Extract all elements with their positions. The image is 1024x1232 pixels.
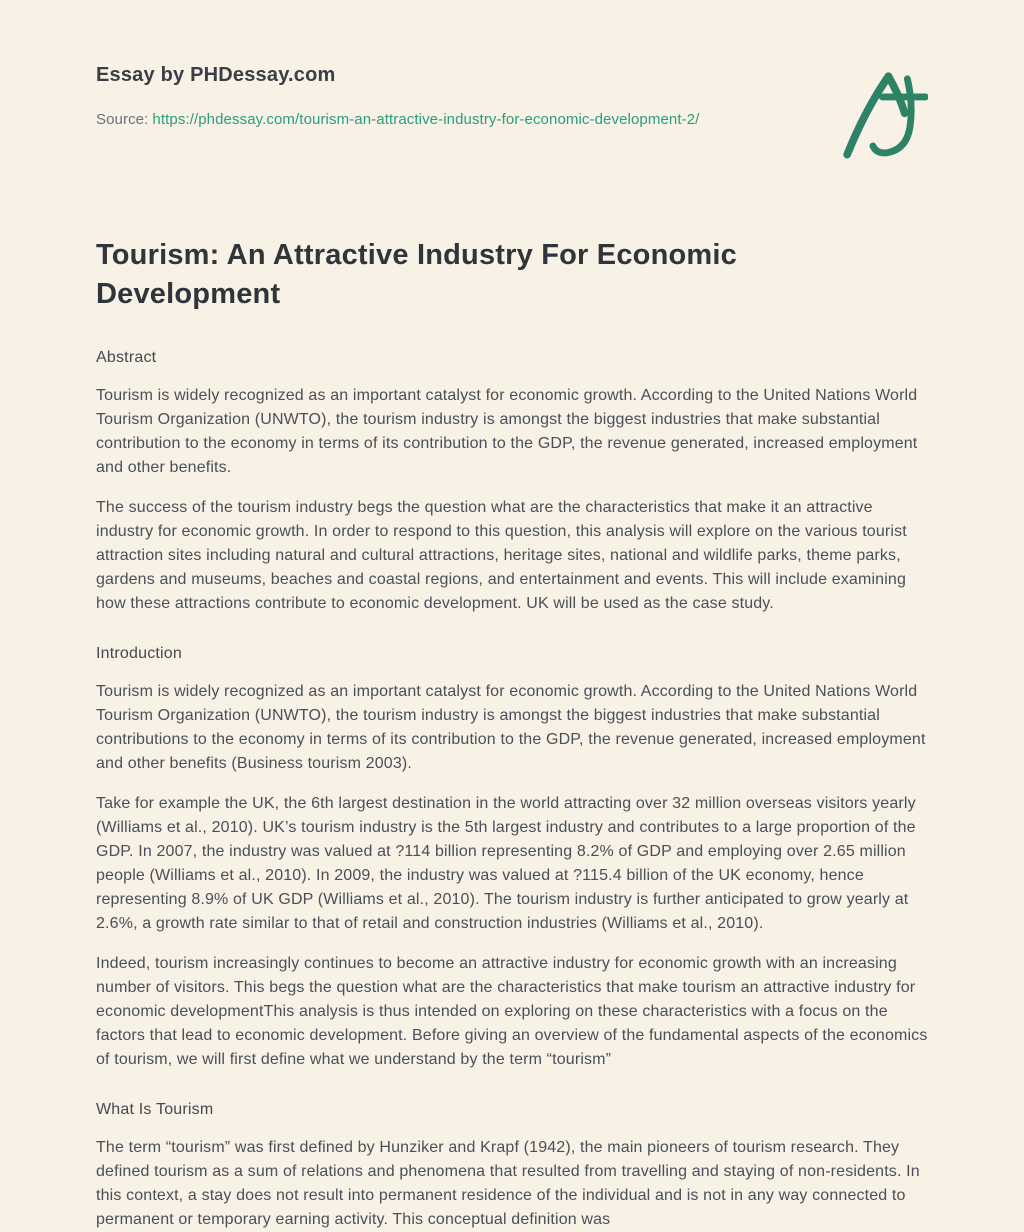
phdessay-logo-icon <box>842 70 928 160</box>
paragraph: The success of the tourism industry begs the question what are the characteristics that make it an attractive industry for economic growth. In order to respond to this question, this analysis will explore on the various tourist attraction sites including natural and cultural attractions, heritage sites, national and wildlife parks, theme parks, gardens and museums, beaches and coastal regions, and entertainment and events. This will include examining how these attractions contribute to economic development. UK will be used as the case study. <box>96 499 907 612</box>
paragraph: Indeed, tourism increasingly continues to become an attractive industry for economic growth with an increasing number of visitors. This begs the question what are the characteristics that make tourism an attractive industry for economic developmentThis analysis is thus intended on exploring on these characteristics with a focus on the factors that lead to economic development. Before giving an overview of the fundamental aspects of the economics of tourism, we will first define what we understand by the term “tourism” <box>96 955 928 1068</box>
a-plus-logo-svg <box>842 70 928 160</box>
document-sections <box>96 346 928 1232</box>
section-heading: What Is Tourism <box>96 1101 214 1118</box>
essay-title: Tourism: An Attractive Industry For Economic Development <box>96 239 737 310</box>
header <box>96 64 928 164</box>
header-left <box>96 64 928 131</box>
source-label: Source: <box>96 111 149 128</box>
byline: Essay by PHDessay.com <box>96 64 336 86</box>
paragraph: Tourism is widely recognized as an important catalyst for economic growth. According to the United Nations World Tourism Organization (UNWTO), the tourism industry is amongst the biggest industries that make substantial contribution to the economy in terms of its contribution to the GDP, the revenue generated, increased employment and other benefits. <box>96 387 918 476</box>
source-line <box>96 109 776 131</box>
section-heading: Introduction <box>96 645 183 662</box>
section-heading: Abstract <box>96 349 157 366</box>
paragraph: The term “tourism” was first defined by Hunziker and Krapf (1942), the main pioneers of tourism research. They defined tourism as a sum of relations and phenomena that resulted from travelling and staying of non-residents. In this context, a stay does not result into permanent residence of the individual and is not in any way connected to permanent or temporary earning activity. This conceptual definition was <box>96 1139 920 1228</box>
paragraph: Take for example the UK, the 6th largest destination in the world attracting over 32 million overseas visitors yearly (Williams et al., 2010). UK’s tourism industry is the 5th largest industry and contributes to a large proportion of the GDP. In 2007, the industry was valued at ?114 billion representing 8.2% of GDP and employing over 2.65 million people (Williams et al., 2010). In 2009, the industry was valued at ?115.4 billion of the UK economy, hence representing 8.9% of UK GDP (Williams et al., 2010). The tourism industry is further anticipated to grow yearly at 2.6%, a growth rate similar to that of retail and construction industries (Williams et al., 2010). <box>96 795 916 932</box>
paragraph: Tourism is widely recognized as an important catalyst for economic growth. According to the United Nations World Tourism Organization (UNWTO), the tourism industry is amongst the biggest industries that make substantial contributions to the economy in terms of its contribution to the GDP, the revenue generated, increased employment and other benefits (Business tourism 2003). <box>96 683 926 772</box>
source-url-link[interactable]: https://phdessay.com/tourism-an-attractive-industry-for-economic-development-2/ <box>152 111 700 128</box>
